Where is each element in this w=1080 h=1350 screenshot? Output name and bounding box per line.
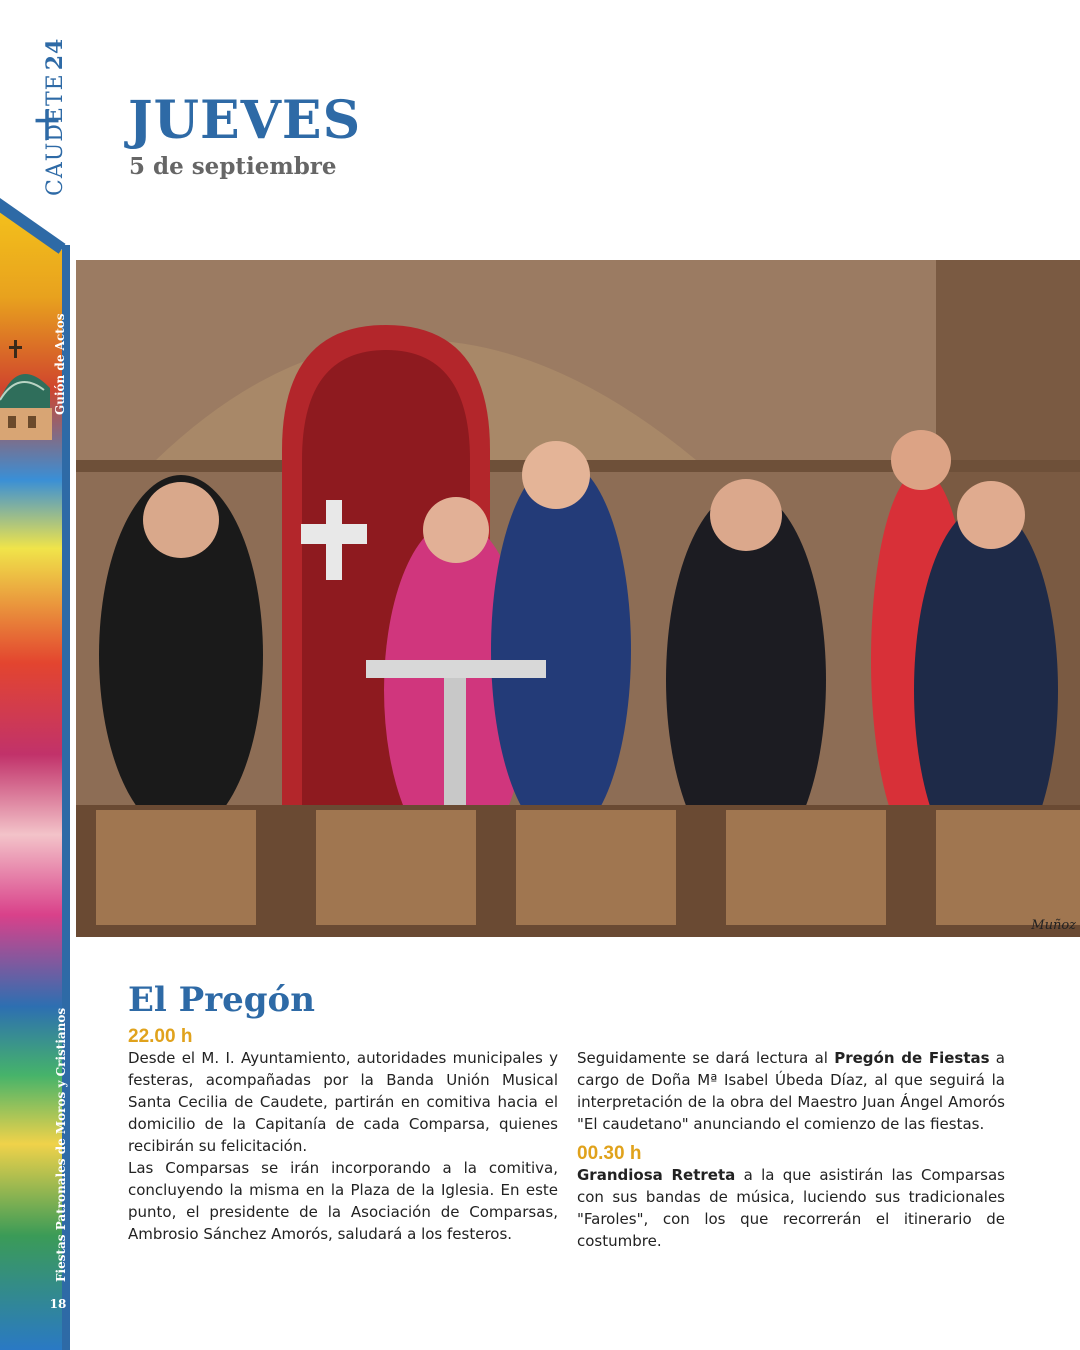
day-title: JUEVES xyxy=(128,90,362,151)
photo-illustration xyxy=(76,260,1080,937)
event-time: 22.00 h xyxy=(128,1026,193,1047)
date-subtitle: 5 de septiembre xyxy=(129,153,337,180)
sidebar-strip xyxy=(0,0,70,1350)
paragraph-text: a la que asistirán las Comparsas con sus bandas de música, luciendo sus tradicionales "Faroles", con los que recorrerán el itinerario de costumbre. xyxy=(577,1166,1005,1250)
paragraph: Desde el M. I. Ayuntamiento, autoridades municipales y festeras, acompañadas por la Banda Unión Musical Santa Cecilia de Caudete, partirán en comitiva hacia el domicilio de la Capitanía de cada Comparsa, quienes recibirán su felicitación. xyxy=(128,1049,558,1155)
paragraph-text: a cargo de Doña Mª Isabel Úbeda Díaz, al que seguirá la interpretación de la obra del Maestro Juan Ángel Amorós "El caudetano" anunciando el comienzo de las fiestas. xyxy=(577,1049,1005,1133)
fiestas-label: Fiestas Patronales de Moros y Cristianos xyxy=(54,1007,68,1282)
photo-signature: Muñoz xyxy=(1031,918,1076,933)
guide-label: Guión de Actos xyxy=(53,313,67,415)
logo-word: CAUDETE xyxy=(43,73,68,196)
page-number: 18 xyxy=(49,1297,67,1311)
paragraph-bold: Pregón de Fiestas xyxy=(834,1049,990,1067)
logo-year: 24 xyxy=(42,37,68,71)
paragraph: Las Comparsas se irán incorporando a la comitiva, concluyendo la misma en la Plaza de la Iglesia. En este punto, el presidente de la Asociación de Comparsas, Ambrosio Sánchez Amorós, saludará a los festeros. xyxy=(128,1159,558,1243)
church-dome-illustration xyxy=(0,330,60,440)
event-time: 00.30 h xyxy=(577,1143,642,1164)
paragraph-text: Seguidamente se dará lectura al xyxy=(577,1049,835,1067)
paragraph xyxy=(577,1047,1005,1135)
section-title: El Pregón xyxy=(128,980,315,1020)
paragraph-bold: Grandiosa Retreta xyxy=(577,1166,736,1184)
logo-text xyxy=(42,38,68,196)
event-photo xyxy=(76,260,1080,937)
paragraph xyxy=(577,1164,1005,1252)
